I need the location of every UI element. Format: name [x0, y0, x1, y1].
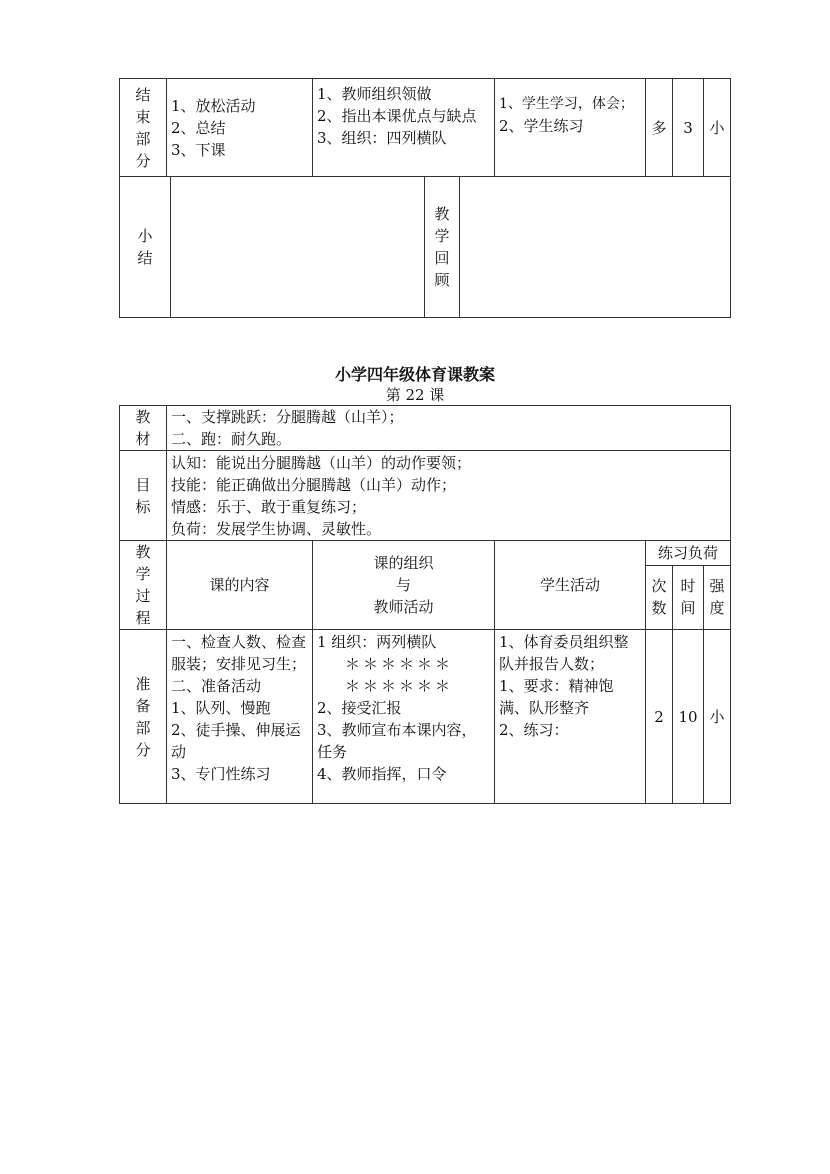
student-line: 1、要求：精神饱满、队形整齐 [499, 677, 614, 717]
label-char: 教 [135, 408, 151, 426]
label-char: 教 [434, 205, 450, 223]
prep-times: 2 [646, 630, 673, 804]
end-section-content [167, 79, 313, 177]
label-char: 结 [137, 249, 153, 267]
org-header-line: 教师活动 [373, 598, 434, 616]
formation-stars: ＊＊＊＊＊＊ [345, 677, 454, 695]
org-line: 1、教师组织领做 [317, 85, 432, 103]
end-section-row [120, 79, 731, 177]
label-char: 部 [135, 718, 151, 737]
label-char: 数 [651, 599, 667, 618]
teaching-review-label [425, 177, 460, 318]
label-char: 材 [135, 430, 151, 448]
end-section-student [495, 79, 646, 177]
content-line: 2、总结 [171, 118, 226, 137]
label-char: 束 [135, 107, 151, 126]
summary-row [120, 177, 731, 318]
org-line: 2、接受汇报 [317, 699, 402, 717]
end-section-duration: 3 [673, 79, 704, 177]
label-char: 时 [680, 577, 696, 596]
lesson-table [119, 405, 731, 804]
material-line: 一、支撑跳跃：分腿腾越（山羊）； [171, 408, 404, 426]
label-char: 备 [135, 696, 151, 715]
header-row-1 [120, 541, 731, 566]
end-section-intensity: 小 [704, 79, 731, 177]
prep-intensity: 小 [704, 630, 731, 804]
goal-line: 负荷：发展学生协调、灵敏性。 [171, 519, 382, 538]
exercise-load-header: 练习负荷 [646, 541, 731, 566]
label-char: 强 [709, 577, 725, 596]
process-label [120, 541, 167, 630]
intensity-header [704, 565, 731, 629]
summary-body [171, 177, 425, 318]
student-activity-header: 学生活动 [495, 541, 646, 630]
material-line: 二、跑：耐久跑。 [171, 430, 292, 448]
end-section-label [120, 79, 167, 177]
content-line: 1、放松活动 [171, 96, 256, 115]
label-char: 次 [651, 577, 667, 596]
prep-label [120, 630, 167, 804]
formation-stars: ＊＊＊＊＊＊ [345, 655, 454, 673]
label-char: 学 [434, 227, 450, 245]
label-char: 过 [135, 587, 151, 605]
end-section-times: 多 [646, 79, 673, 177]
label-char: 分 [135, 740, 151, 759]
material-label [120, 406, 167, 451]
student-line: 1、体育委员组织整队并报告人数； [499, 633, 629, 673]
org-line: 1 组织：两列横队 [317, 633, 437, 651]
prep-duration: 10 [673, 630, 704, 804]
label-char: 准 [135, 674, 151, 693]
goal-line: 情感：乐于、敢于重复练习； [171, 497, 367, 516]
prep-student [495, 630, 646, 804]
label-char: 间 [680, 599, 696, 618]
goal-line: 技能：能正确做出分腿腾越（山羊）动作； [171, 475, 457, 494]
student-line: 1、学生学习，体会； [499, 96, 634, 112]
goals-label [120, 451, 167, 541]
label-char: 分 [135, 151, 151, 170]
content-line: 3、下课 [171, 140, 226, 159]
content-line: 二、准备活动 [171, 677, 262, 695]
times-header [646, 565, 673, 629]
prep-content [167, 630, 313, 804]
prep-organization [313, 630, 495, 804]
label-char: 小 [137, 227, 153, 245]
organization-header [313, 541, 495, 630]
end-section-organization [313, 79, 495, 177]
goals-content [167, 451, 731, 541]
content-line: 一、检查人数、检查服装；安排见习生； [171, 633, 307, 673]
student-line: 2、练习： [499, 721, 569, 739]
summary-table [119, 176, 731, 318]
material-row [120, 406, 731, 451]
content-line: 2、徒手操、伸展运动 [171, 721, 301, 761]
lesson-title: 小学四年级体育课教案 [334, 365, 495, 384]
prep-row [120, 630, 731, 804]
goals-row [120, 451, 731, 541]
previous-lesson-table [119, 78, 731, 177]
duration-header [673, 565, 704, 629]
summary-label [120, 177, 171, 318]
label-char: 结 [135, 85, 151, 104]
label-char: 部 [135, 129, 151, 148]
label-char: 程 [135, 609, 151, 627]
label-char: 目 [135, 475, 151, 494]
teaching-review-body [460, 177, 731, 318]
org-line: 4、教师指挥，口令 [317, 765, 447, 783]
content-line: 1、队列、慢跑 [171, 699, 271, 717]
label-char: 顾 [434, 271, 450, 289]
student-line: 2、学生练习 [499, 117, 584, 135]
label-char: 学 [135, 565, 151, 583]
org-header-line: 课的组织 [373, 554, 434, 572]
material-content [167, 406, 731, 451]
org-line: 3、教师宣布本课内容，任务 [317, 721, 477, 761]
org-line: 3、组织：四列横队 [317, 129, 447, 147]
org-header-line: 与 [395, 576, 411, 594]
label-char: 度 [709, 599, 725, 618]
label-char: 回 [434, 249, 450, 267]
goal-line: 认知：能说出分腿腾越（山羊）的动作要领； [171, 453, 472, 472]
content-line: 3、专门性练习 [171, 765, 271, 783]
org-line: 2、指出本课优点与缺点 [317, 107, 477, 125]
lesson-subtitle: 第 22 课 [385, 386, 445, 404]
label-char: 标 [135, 497, 151, 516]
content-header: 课的内容 [167, 541, 313, 630]
label-char: 教 [135, 543, 151, 561]
